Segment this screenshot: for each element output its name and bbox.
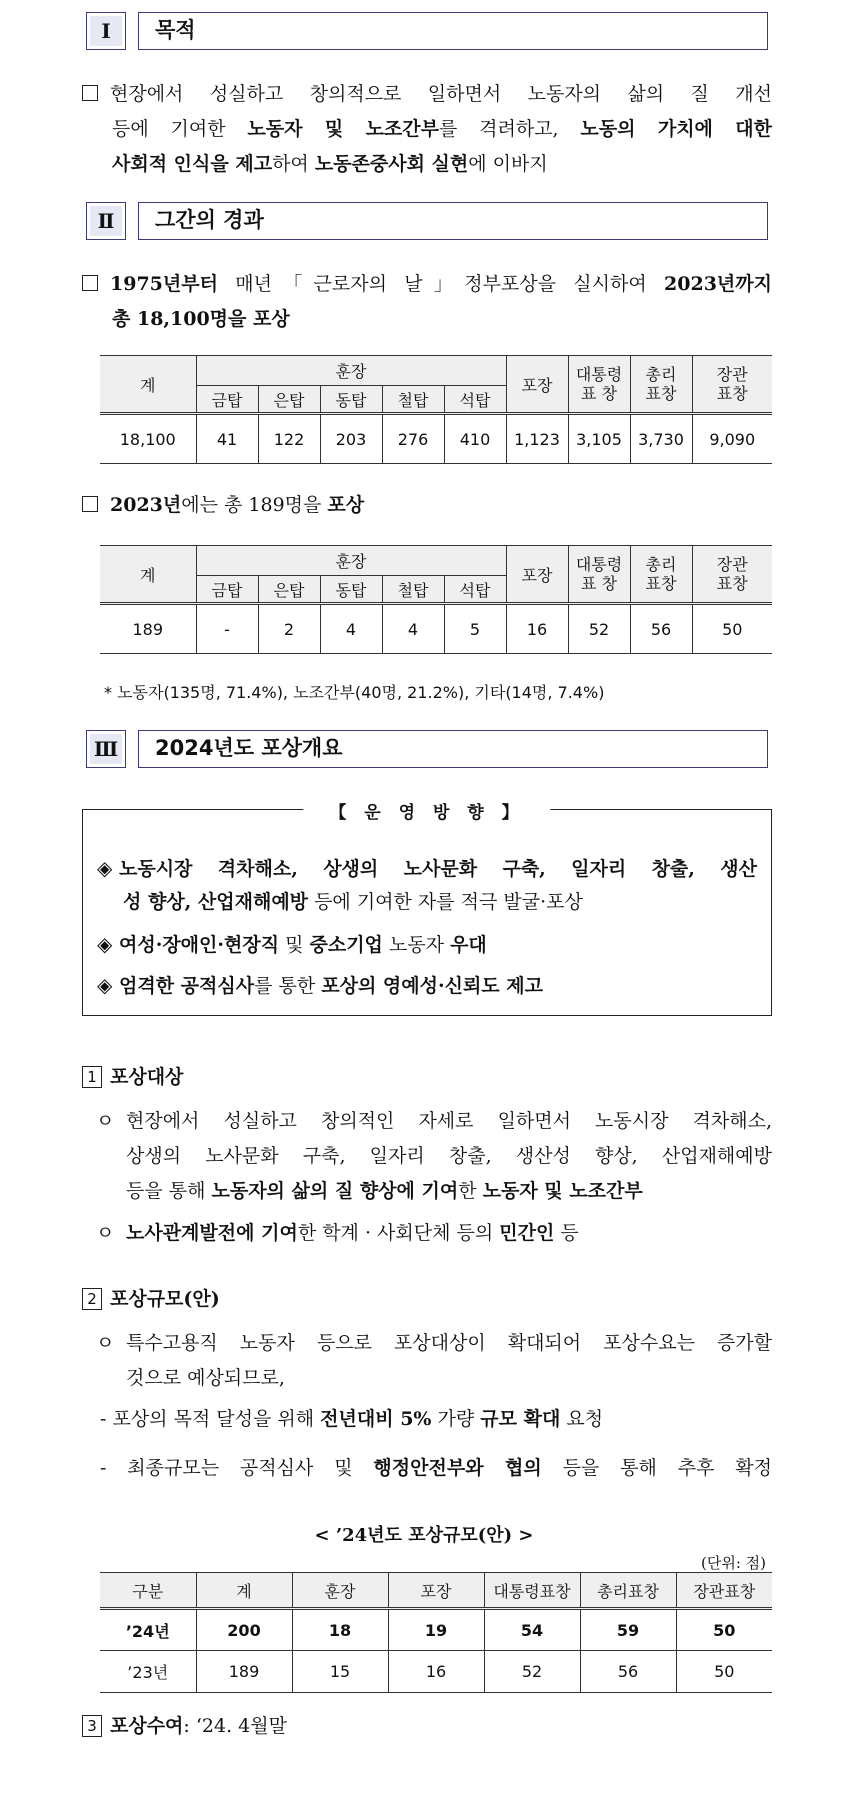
scale-emph: 규모 확대 — [480, 1408, 561, 1430]
table-row — [100, 604, 772, 654]
footnote: * 노동자(135명, 71.4%), 노조간부(40명, 21.2%), 기타(14명, 7.4%) — [104, 683, 605, 702]
section-title: 2024년도 포상개요 — [138, 730, 768, 768]
table-cell: 1,123 — [506, 414, 568, 464]
direction-emph: 엄격한 공적심사 — [119, 975, 255, 997]
header-text: 장관 — [716, 365, 748, 384]
scale-text: 요청 — [560, 1408, 604, 1430]
direction-text: 노동자 — [382, 934, 451, 956]
table-cell: 276 — [382, 414, 444, 464]
header-president — [568, 356, 630, 414]
header-text: 표 창 — [581, 384, 617, 403]
table-cell: 15 — [292, 1651, 388, 1693]
table-cell: 200 — [196, 1609, 292, 1651]
table-cell: ’24년 — [100, 1609, 196, 1651]
header-total: 계 — [100, 546, 196, 604]
target-heading — [82, 1062, 183, 1089]
table-cell: ’23년 — [100, 1651, 196, 1693]
header-text: 대통령 — [575, 555, 623, 574]
header-text: 총리 — [645, 365, 677, 384]
header-iron: 철탑 — [382, 386, 444, 414]
history-emph: 1975년부터 — [110, 273, 218, 295]
header-text: 장관 — [716, 555, 748, 574]
section-number: Ⅱ — [86, 202, 126, 240]
scale-text: 것으로 예상되므로, — [126, 1367, 285, 1389]
history-2023-line — [82, 488, 772, 523]
history-paragraph — [82, 267, 772, 337]
history-emph: 포상 — [327, 494, 365, 516]
direction-box — [82, 803, 772, 1016]
number-box: 2 — [82, 1288, 102, 1310]
direction-emph: 여성·장애인·현장직 — [119, 934, 280, 956]
table-row — [100, 414, 772, 464]
scale-table-caption: < ’24년도 포상규모(안) > — [314, 1525, 534, 1546]
header-merit: 포장 — [506, 356, 568, 414]
direction-text: 및 — [279, 934, 310, 956]
table-cell: 410 — [444, 414, 506, 464]
header-gold: 금탑 — [196, 386, 258, 414]
table-cell: 122 — [258, 414, 320, 464]
ceremony-heading — [82, 1711, 287, 1738]
table-cell: 18 — [292, 1609, 388, 1651]
direction-text: 등에 기여한 자를 적극 발굴·포상 — [308, 891, 583, 913]
scale-emph: 전년대비 5% — [320, 1408, 432, 1430]
section-title: 목적 — [138, 12, 768, 50]
purpose-paragraph — [82, 77, 772, 182]
header-pm — [630, 356, 692, 414]
table-cell: 9,090 — [692, 414, 772, 464]
purpose-text: 를 격려하고, — [438, 118, 581, 140]
section-title: 그간의 경과 — [138, 202, 768, 240]
number-box: 3 — [82, 1715, 102, 1737]
direction-item-3 — [97, 969, 543, 1003]
table-cell: 3,105 — [568, 414, 630, 464]
award-2023-table — [100, 545, 772, 654]
table-cell: 41 — [196, 414, 258, 464]
target-emph: 민간인 — [499, 1222, 555, 1244]
table-cell: 16 — [506, 604, 568, 654]
header-minister — [692, 356, 772, 414]
direction-caption: 【 운 영 방 향 】 — [303, 798, 550, 823]
target-text: 등 — [554, 1222, 579, 1244]
header-minister — [692, 546, 772, 604]
table-cell: 2 — [258, 604, 320, 654]
table-cell: 189 — [100, 604, 196, 654]
target-text: 한 — [458, 1180, 483, 1202]
scale-text: - 최종규모는 공적심사 및 — [100, 1457, 374, 1479]
history-emph: 2023년까지 — [664, 273, 772, 295]
unit-label: (단위: 점) — [701, 1554, 766, 1572]
table-cell: 50 — [676, 1609, 772, 1651]
subsection-title: 포상수여 — [110, 1715, 184, 1737]
checkbox-bullet-icon — [82, 275, 98, 291]
table-row — [100, 1651, 772, 1693]
target-text: 등을 통해 — [126, 1180, 212, 1202]
table-cell: 16 — [388, 1651, 484, 1693]
table-cell: 50 — [676, 1651, 772, 1693]
table-header-row — [100, 1573, 772, 1609]
header-medal: 훈장 — [196, 546, 506, 576]
header-text: 표 창 — [581, 574, 617, 593]
circle-bullet-icon: ㅇ — [96, 1332, 115, 1354]
circle-bullet-icon: ㅇ — [96, 1110, 115, 1132]
header-text: 표창 — [716, 384, 748, 403]
diamond-bullet-icon: ◈ — [97, 973, 113, 997]
direction-emph: 노동시장 격차해소, 상생의 노사문화 구축, 일자리 창출, 생산 — [119, 858, 757, 880]
target-emph: 노사관계발전에 기여 — [126, 1222, 298, 1244]
table-cell: 203 — [320, 414, 382, 464]
table-cell: 4 — [320, 604, 382, 654]
purpose-text: 등에 기여한 — [112, 118, 248, 140]
purpose-emph: 노동의 가치에 대한 — [580, 118, 772, 140]
diamond-bullet-icon: ◈ — [97, 932, 113, 956]
table-cell: 189 — [196, 1651, 292, 1693]
target-text: 한 학계 · 사회단체 등의 — [297, 1222, 500, 1244]
history-emph: 2023년 — [110, 494, 182, 516]
history-text: 매년「근로자의 날」정부포상을 실시하여 — [217, 273, 665, 295]
purpose-line-1: 현장에서 성실하고 창의적으로 일하면서 노동자의 삶의 질 개선 — [110, 83, 772, 105]
section-number: Ⅰ — [86, 12, 126, 50]
header-merit: 포장 — [388, 1573, 484, 1609]
table-cell: 5 — [444, 604, 506, 654]
history-text: 에는 총 189명을 — [181, 494, 328, 516]
header-pm — [630, 546, 692, 604]
table-cell: 4 — [382, 604, 444, 654]
subsection-title: 포상규모(안) — [110, 1288, 220, 1310]
header-gold: 금탑 — [196, 576, 258, 604]
direction-emph: 중소기업 — [309, 934, 383, 956]
target-item-2 — [96, 1216, 579, 1251]
target-text: 상생의 노사문화 구축, 일자리 창출, 생산성 향상, 산업재해예방 — [126, 1145, 772, 1167]
scale-table — [100, 1572, 772, 1693]
header-medal: 훈장 — [196, 356, 506, 386]
scale-text: 등을 통해 추후 확정 — [541, 1457, 772, 1479]
direction-item-2 — [97, 928, 487, 962]
header-total: 계 — [100, 356, 196, 414]
table-row — [100, 1609, 772, 1651]
header-bronze: 동탑 — [320, 576, 382, 604]
scale-dash-1 — [100, 1402, 603, 1437]
table-cell: 56 — [630, 604, 692, 654]
cumulative-award-table — [100, 355, 772, 464]
table-cell: 18,100 — [100, 414, 196, 464]
header-stone: 석탑 — [444, 386, 506, 414]
header-text: 대통령 — [575, 365, 623, 384]
target-item-1 — [96, 1104, 772, 1209]
checkbox-bullet-icon — [82, 496, 98, 512]
ceremony-date: : ‘24. 4월말 — [183, 1715, 287, 1737]
header-text: 표창 — [716, 574, 748, 593]
subsection-title: 포상대상 — [110, 1066, 184, 1088]
header-text: 표창 — [645, 574, 677, 593]
scale-text: 가량 — [431, 1408, 481, 1430]
table-cell: 59 — [580, 1609, 676, 1651]
purpose-text: 하여 — [272, 153, 315, 175]
purpose-emph: 노동자 및 노조간부 — [247, 118, 439, 140]
target-text: 현장에서 성실하고 창의적인 자세로 일하면서 노동시장 격차해소, — [126, 1110, 772, 1132]
header-text: 표창 — [645, 384, 677, 403]
table-cell: 50 — [692, 604, 772, 654]
diamond-bullet-icon: ◈ — [97, 856, 113, 880]
scale-heading — [82, 1284, 220, 1311]
header-bronze: 동탑 — [320, 386, 382, 414]
direction-text: 를 통한 — [254, 975, 322, 997]
direction-item-1 — [97, 852, 757, 919]
direction-emph: 포상의 영예성·신뢰도 제고 — [321, 975, 543, 997]
table-cell: - — [196, 604, 258, 654]
header-president: 대통령표창 — [484, 1573, 580, 1609]
header-total: 계 — [196, 1573, 292, 1609]
scale-emph: 행정안전부와 협의 — [373, 1457, 542, 1479]
table-cell: 52 — [484, 1651, 580, 1693]
section-number: Ⅲ — [86, 730, 126, 768]
checkbox-bullet-icon — [82, 85, 98, 101]
table-cell: 54 — [484, 1609, 580, 1651]
target-emph: 노동자의 삶의 질 향상에 기여 — [211, 1180, 459, 1202]
scale-text: - 포상의 목적 달성을 위해 — [100, 1408, 321, 1430]
header-silver: 은탑 — [258, 576, 320, 604]
scale-item-1 — [96, 1326, 772, 1396]
scale-dash-2 — [100, 1451, 772, 1486]
header-text: 총리 — [645, 555, 677, 574]
direction-emph: 성 향상, 산업재해예방 — [123, 891, 309, 913]
number-box: 1 — [82, 1066, 102, 1088]
scale-text: 특수고용직 노동자 등으로 포상대상이 확대되어 포상수요는 증가할 — [126, 1332, 772, 1354]
header-minister: 장관표창 — [676, 1573, 772, 1609]
header-stone: 석탑 — [444, 576, 506, 604]
table-cell: 56 — [580, 1651, 676, 1693]
purpose-emph: 노동존중사회 실현 — [314, 153, 469, 175]
history-emph: 총 18,100명을 포상 — [112, 308, 290, 330]
circle-bullet-icon: ㅇ — [96, 1222, 115, 1244]
header-silver: 은탑 — [258, 386, 320, 414]
purpose-text: 에 이바지 — [468, 153, 548, 175]
table-cell: 3,730 — [630, 414, 692, 464]
header-pm: 총리표창 — [580, 1573, 676, 1609]
table-cell: 19 — [388, 1609, 484, 1651]
header-category: 구분 — [100, 1573, 196, 1609]
purpose-emph: 사회적 인식을 제고 — [112, 153, 273, 175]
target-emph: 노동자 및 노조간부 — [482, 1180, 643, 1202]
header-merit: 포장 — [506, 546, 568, 604]
header-medal: 훈장 — [292, 1573, 388, 1609]
header-president — [568, 546, 630, 604]
table-cell: 52 — [568, 604, 630, 654]
direction-emph: 우대 — [450, 934, 487, 956]
header-iron: 철탑 — [382, 576, 444, 604]
